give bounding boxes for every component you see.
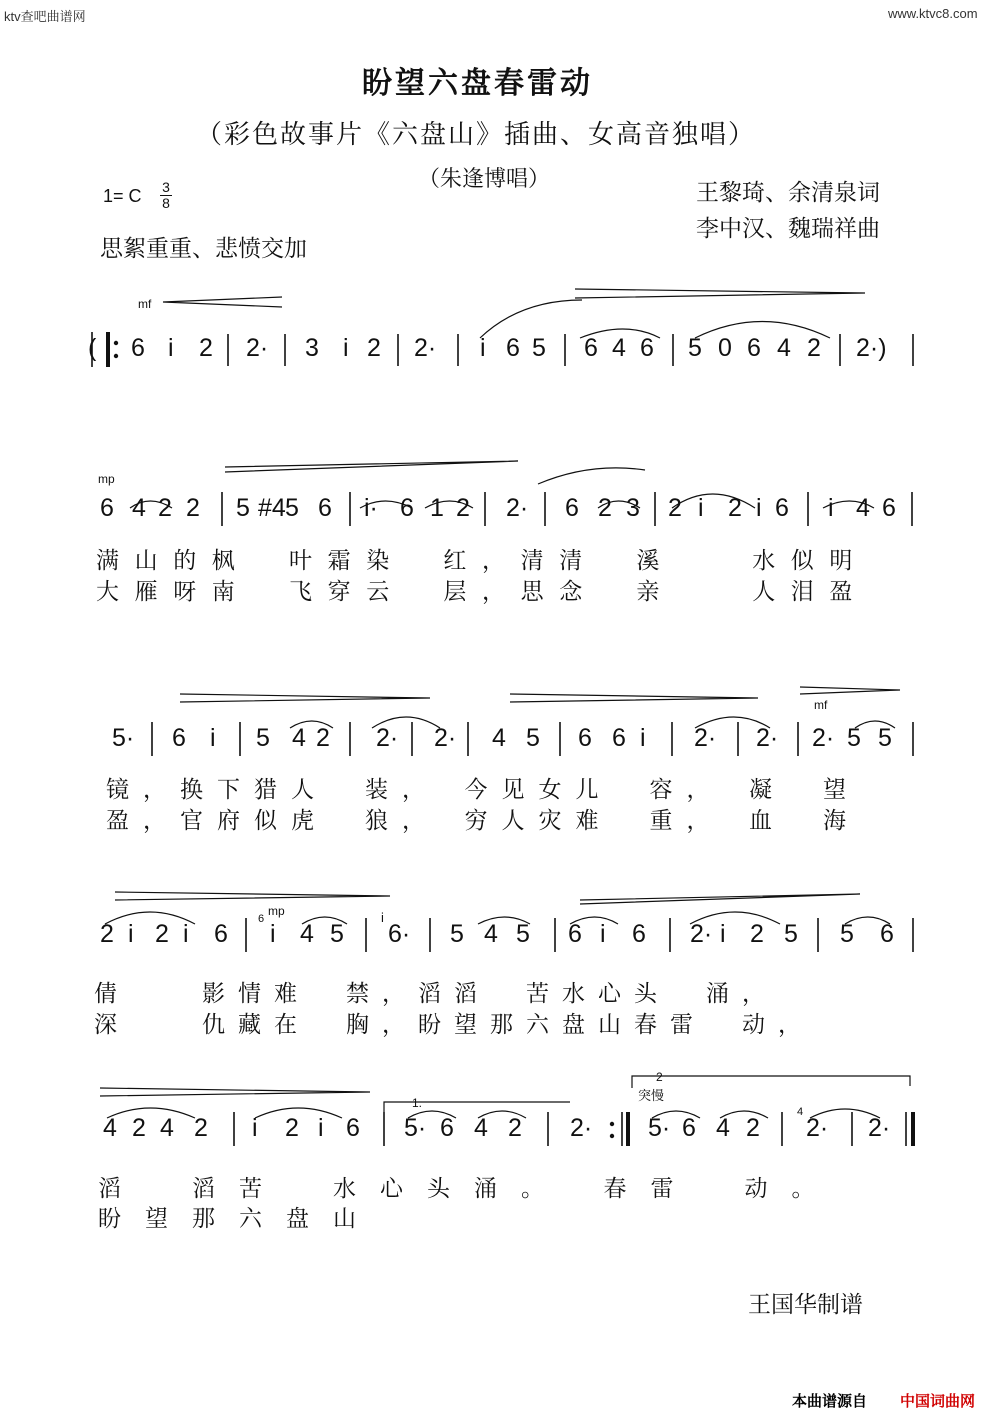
note: i: [168, 334, 174, 362]
note: 4: [777, 334, 791, 362]
crescendo-hairpin: [800, 687, 900, 694]
note: 5: [256, 724, 270, 752]
volta-2-label: 2: [656, 1070, 663, 1084]
note: i: [720, 920, 726, 948]
note: 6: [882, 494, 896, 522]
note: 2: [598, 494, 612, 522]
note: 6: [584, 334, 598, 362]
note: 3: [626, 494, 640, 522]
note: i: [210, 724, 216, 752]
lyrics-row-5-verse-2: 盼望那六盘山: [98, 1206, 380, 1232]
note: 5: [236, 494, 250, 522]
note: 2·: [376, 724, 399, 752]
note: 6: [640, 334, 654, 362]
note: 2·): [856, 334, 887, 362]
note: i: [756, 494, 762, 522]
note: 2·: [812, 724, 835, 752]
note: 2: [456, 494, 470, 522]
note: 5: [330, 920, 344, 948]
note: 2: [367, 334, 381, 362]
grace-note: i: [381, 910, 384, 925]
time-sig-bottom: 8: [160, 195, 172, 211]
note: i: [480, 334, 486, 362]
note: i: [270, 920, 276, 948]
note: 2·: [756, 724, 779, 752]
note: 2: [316, 724, 330, 752]
lyrics-row-4-verse-2: 深 仇藏在 胸，盼望那六盘山春雷 动，: [94, 1012, 814, 1038]
note: 1: [430, 494, 444, 522]
note: 5: [285, 494, 299, 522]
note: 2: [186, 494, 200, 522]
dynamic-mf: mf: [138, 297, 152, 311]
note: #4: [258, 494, 286, 522]
note: i: [183, 920, 189, 948]
note: 2·: [694, 724, 717, 752]
note: 2: [285, 1114, 299, 1142]
note: i: [698, 494, 704, 522]
note: 4: [612, 334, 626, 362]
note: 5: [516, 920, 530, 948]
note: 3: [305, 334, 319, 362]
note: 4: [856, 494, 870, 522]
note: 6: [100, 494, 114, 522]
lyrics-row-3-verse-1: 镜，换下猎人 装， 今见女儿 容， 凝 望: [106, 777, 860, 803]
grace-note: 6: [258, 913, 265, 925]
note: 2: [100, 920, 114, 948]
lyrics-row-5-verse-1: 滔 滔苦 水心头涌。 春雷 动。: [98, 1176, 839, 1202]
arranger-credit: 王国华制谱: [748, 1292, 863, 1318]
note: 5: [840, 920, 854, 948]
note: 6: [214, 920, 228, 948]
note: 5: [450, 920, 464, 948]
note: 6: [568, 920, 582, 948]
footer-site-name: 中国词曲网: [900, 1392, 976, 1410]
lyricist-credit: 王黎琦、余清泉词: [696, 180, 880, 206]
crescendo-hairpin: [100, 1088, 370, 1096]
note: 2: [155, 920, 169, 948]
note: 2·: [434, 724, 457, 752]
note: 2: [728, 494, 742, 522]
note: 4: [292, 724, 306, 752]
note: 6: [440, 1114, 454, 1142]
composer-credit: 李中汉、魏瑞祥曲: [696, 216, 880, 242]
note: 2: [199, 334, 213, 362]
lyrics-row-4-verse-1: 倩 影情难 禁，滔滔 苦水心头 涌，: [94, 981, 778, 1007]
note: 6: [747, 334, 761, 362]
time-sig-top: 3: [162, 179, 170, 195]
note: 6: [880, 920, 894, 948]
tempo-mark: 突慢: [638, 1089, 665, 1104]
crescendo-hairpin: [180, 694, 430, 702]
footer-source-label: 本曲谱源自: [792, 1392, 868, 1410]
note: i: [343, 334, 349, 362]
note: 2: [158, 494, 172, 522]
note: 0: [718, 334, 732, 362]
crescendo-hairpin: [510, 694, 758, 702]
note: 2·: [414, 334, 437, 362]
note: 6: [612, 724, 626, 752]
note: 4: [103, 1114, 117, 1142]
note: (: [88, 334, 97, 362]
note: 6: [318, 494, 332, 522]
note: 6: [131, 334, 145, 362]
note: 2: [746, 1114, 760, 1142]
note: i: [252, 1114, 258, 1142]
note: 2·: [246, 334, 269, 362]
note: i: [128, 920, 134, 948]
watermark-right: www.ktvc8.com: [888, 6, 978, 21]
note: 2·: [506, 494, 529, 522]
note: 2: [194, 1114, 208, 1142]
note: i: [640, 724, 646, 752]
singer-credit: （朱逢博唱）: [418, 167, 551, 192]
note: 6: [682, 1114, 696, 1142]
note: 5: [784, 920, 798, 948]
dynamic-mp: mp: [98, 472, 115, 486]
note: 6: [346, 1114, 360, 1142]
note: i·: [364, 494, 378, 522]
note: 4: [160, 1114, 174, 1142]
dynamic-mp: mp: [268, 904, 285, 918]
note: 6: [565, 494, 579, 522]
note: 2: [668, 494, 682, 522]
note: 2·: [570, 1114, 593, 1142]
song-title: 盼望六盘春雷动: [362, 66, 593, 101]
crescendo-hairpin: [163, 297, 282, 307]
note: 2: [132, 1114, 146, 1142]
note: 4: [716, 1114, 730, 1142]
note: 4: [474, 1114, 488, 1142]
note: 2: [750, 920, 764, 948]
crescendo-hairpin: [115, 892, 390, 900]
note: 6: [506, 334, 520, 362]
note: 5: [526, 724, 540, 752]
note: 6: [632, 920, 646, 948]
note: 2: [508, 1114, 522, 1142]
note: 5·: [648, 1114, 671, 1142]
note: i: [828, 494, 834, 522]
note: 6·: [388, 920, 411, 948]
note: 5: [532, 334, 546, 362]
note: 5: [847, 724, 861, 752]
note: 4: [484, 920, 498, 948]
note: 6: [578, 724, 592, 752]
note: 6: [775, 494, 789, 522]
crescendo-hairpin: [225, 461, 518, 472]
note: 6: [400, 494, 414, 522]
volta-1-label: 1.: [412, 1096, 423, 1110]
note: 2·: [806, 1114, 829, 1142]
note: 5: [878, 724, 892, 752]
note: 5·: [404, 1114, 427, 1142]
note: 2: [807, 334, 821, 362]
song-subtitle: （彩色故事片《六盘山》插曲、女高音独唱）: [196, 120, 757, 150]
grace-note: 4: [797, 1106, 804, 1118]
lyrics-row-3-verse-2: 盈，官府似虎 狼， 穷人灾难 重， 血 海: [106, 808, 860, 834]
key-signature: 1= C: [103, 186, 142, 206]
note: i: [600, 920, 606, 948]
note: 4: [132, 494, 146, 522]
watermark-left: ktv查吧曲谱网: [4, 9, 86, 24]
note: 6: [172, 724, 186, 752]
note: 5: [688, 334, 702, 362]
lyrics-row-2-verse-2: 大雁呀南 飞穿云 层，思念 亲 人泪盈: [96, 579, 868, 605]
dynamic-mf: mf: [814, 698, 828, 712]
note: i: [318, 1114, 324, 1142]
note: 5·: [112, 724, 135, 752]
expression-mark: 思絮重重、悲愤交加: [100, 236, 307, 262]
note: 4: [492, 724, 506, 752]
lyrics-row-2-verse-1: 满山的枫 叶霜染 红，清清 溪 水似明: [96, 548, 868, 574]
note: 2·: [868, 1114, 891, 1142]
decrescendo-hairpin: [575, 289, 865, 298]
note: 4: [300, 920, 314, 948]
crescendo-hairpin: [580, 894, 860, 904]
note: 2·: [690, 920, 713, 948]
